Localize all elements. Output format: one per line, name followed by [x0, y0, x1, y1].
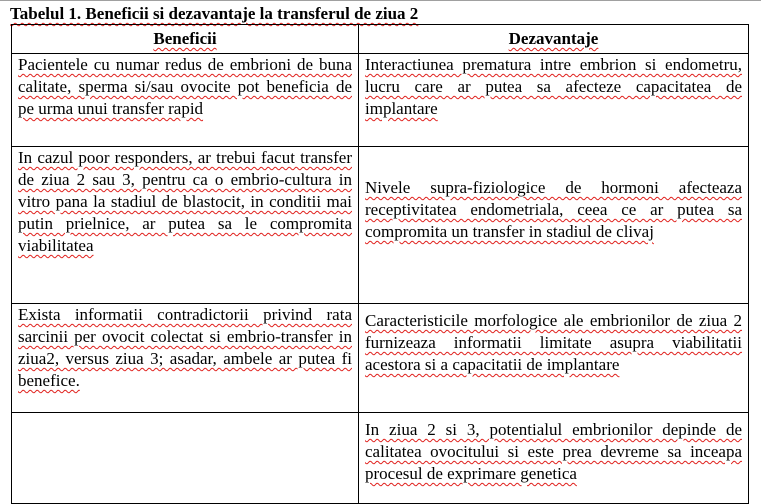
benefit-cell-empty[interactable]: [12, 413, 359, 504]
disadvantage-text: In ziua 2 si 3, potentialul embrionilor depinde de calitatea ovocitului si este prea devreme sa inceapa procesul de exprimare genetica: [365, 420, 742, 483]
benefit-cell[interactable]: [12, 304, 359, 413]
disadvantage-text: Caracteristicile morfologice ale embrionilor de ziua 2 furnizeaza informatii limitate asupra viabilitatii acestora si a capacitatii de implantare: [365, 311, 742, 374]
header-disadvantages-label: Dezavantaje: [508, 29, 599, 48]
benefits-disadvantages-table: [11, 24, 749, 504]
benefit-cell[interactable]: [12, 54, 359, 147]
table-caption[interactable]: Tabelul 1. Beneficii si dezavantaje la transferul de ziua 2: [10, 4, 419, 23]
page-top-rule: [0, 0, 761, 1]
benefit-text: In cazul poor responders, ar trebui facut transfer de ziua 2 sau 3, pentru ca o embrio-cultura in vitro pana la stadiul de blastocit, in conditii mai putin prielnice, ar putea sa le compromita viabilitatea: [18, 148, 352, 255]
table-row: [12, 413, 749, 504]
benefit-text: Pacientele cu numar redus de embrioni de buna calitate, sperma si/sau ovocite pot beneficia de pe urma unui transfer rapid: [18, 55, 352, 118]
table-row: [12, 147, 749, 304]
header-disadvantages[interactable]: [359, 25, 749, 54]
disadvantage-cell[interactable]: [359, 413, 749, 504]
benefit-cell[interactable]: [12, 147, 359, 304]
table-row: [12, 54, 749, 147]
table-row: [12, 304, 749, 413]
header-benefits-label: Beneficii: [153, 29, 217, 48]
header-benefits[interactable]: [12, 25, 359, 54]
disadvantage-cell[interactable]: [359, 147, 749, 304]
disadvantage-cell[interactable]: [359, 304, 749, 413]
header-row: [12, 25, 749, 54]
disadvantage-cell[interactable]: [359, 54, 749, 147]
disadvantage-text: Nivele supra-fiziologice de hormoni afecteaza receptivitatea endometriala, ceea ce ar putea sa compromita un transfer in stadiul de clivaj: [365, 178, 742, 241]
disadvantage-text: Interactiunea prematura intre embrion si endometru, lucru care ar putea sa afecteze capacitatea de implantare: [365, 55, 742, 118]
benefit-text: Exista informatii contradictorii privind rata sarcinii per ovocit colectat si embrio-transfer in ziua2, versus ziua 3; asadar, ambele ar putea fi benefice.: [18, 305, 352, 390]
